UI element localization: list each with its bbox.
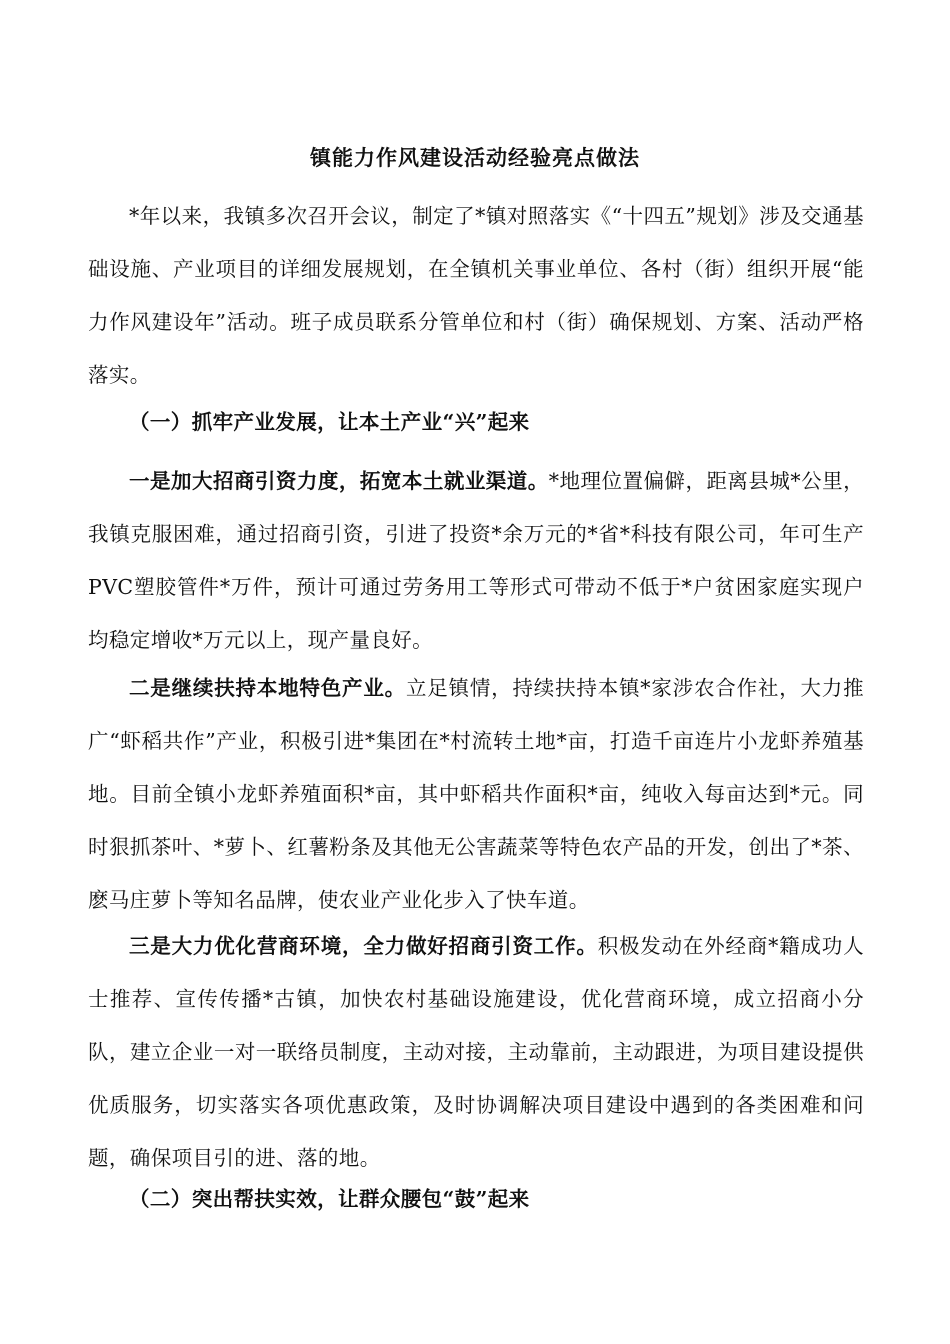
paragraph-lead-1: 一是加大招商引资力度，拓宽本土就业渠道。 — [129, 469, 549, 493]
section-heading-2: （二）突出帮扶实效，让群众腰包“鼓”起来 — [129, 1187, 530, 1211]
section1-paragraph-2 — [88, 662, 864, 927]
paragraph-body-2: 立足镇情，持续扶持本镇*家涉农合作社，大力推广“虾稻共作”产业，积极引进*集团在*村流转土地*亩，打造千亩连片小龙虾养殖基地。目前全镇小龙虾养殖面积*亩，其中虾稻共作面积*亩，纯收入每亩达到*元。同时狠抓茶叶、*萝卜、红薯粉条及其他无公害蔬菜等特色农产品的开发，创出了*茶、麽马庄萝卜等知名品牌，使农业产业化步入了快车道。 — [88, 676, 864, 912]
paragraph-body-3: 积极发动在外经商*籍成功人士推荐、宣传传播*古镇，加快农村基础设施建设，优化营商环境，成立招商小分队，建立企业一对一联络员制度，主动对接，主动靠前，主动跟进，为项目建设提供优质服务，切实落实各项优惠政策，及时协调解决项目建设中遇到的各类困难和问题，确保项目引的进、落的地。 — [88, 934, 864, 1170]
intro-paragraph: *年以来，我镇多次召开会议，制定了*镇对照落实《“十四五”规划》涉及交通基础设施、产业项目的详细发展规划，在全镇机关事业单位、各村（街）组织开展“能力作风建设年”活动。班子成员联系分管单位和村（街）确保规划、方案、活动严格落实。 — [88, 204, 864, 387]
document-title: 镇能力作风建设活动经验亮点做法 — [310, 145, 640, 170]
section1-paragraph-1 — [88, 455, 864, 667]
paragraph-lead-2: 二是继续扶持本地特色产业。 — [129, 676, 406, 700]
section-heading-1: （一）抓牢产业发展，让本土产业“兴”起来 — [129, 410, 530, 434]
paragraph-body-1: *地理位置偏僻，距离县城*公里，我镇克服困难，通过招商引资，引进了投资*余万元的*省*科技有限公司，年可生产PVC塑胶管件*万件，预计可通过劳务用工等形式可带动不低于*户贫困家庭实现户均稳定增收*万元以上，现产量良好。 — [88, 469, 865, 652]
section1-paragraph-3 — [88, 920, 864, 1185]
paragraph-lead-3: 三是大力优化营商环境，全力做好招商引资工作。 — [129, 934, 598, 958]
